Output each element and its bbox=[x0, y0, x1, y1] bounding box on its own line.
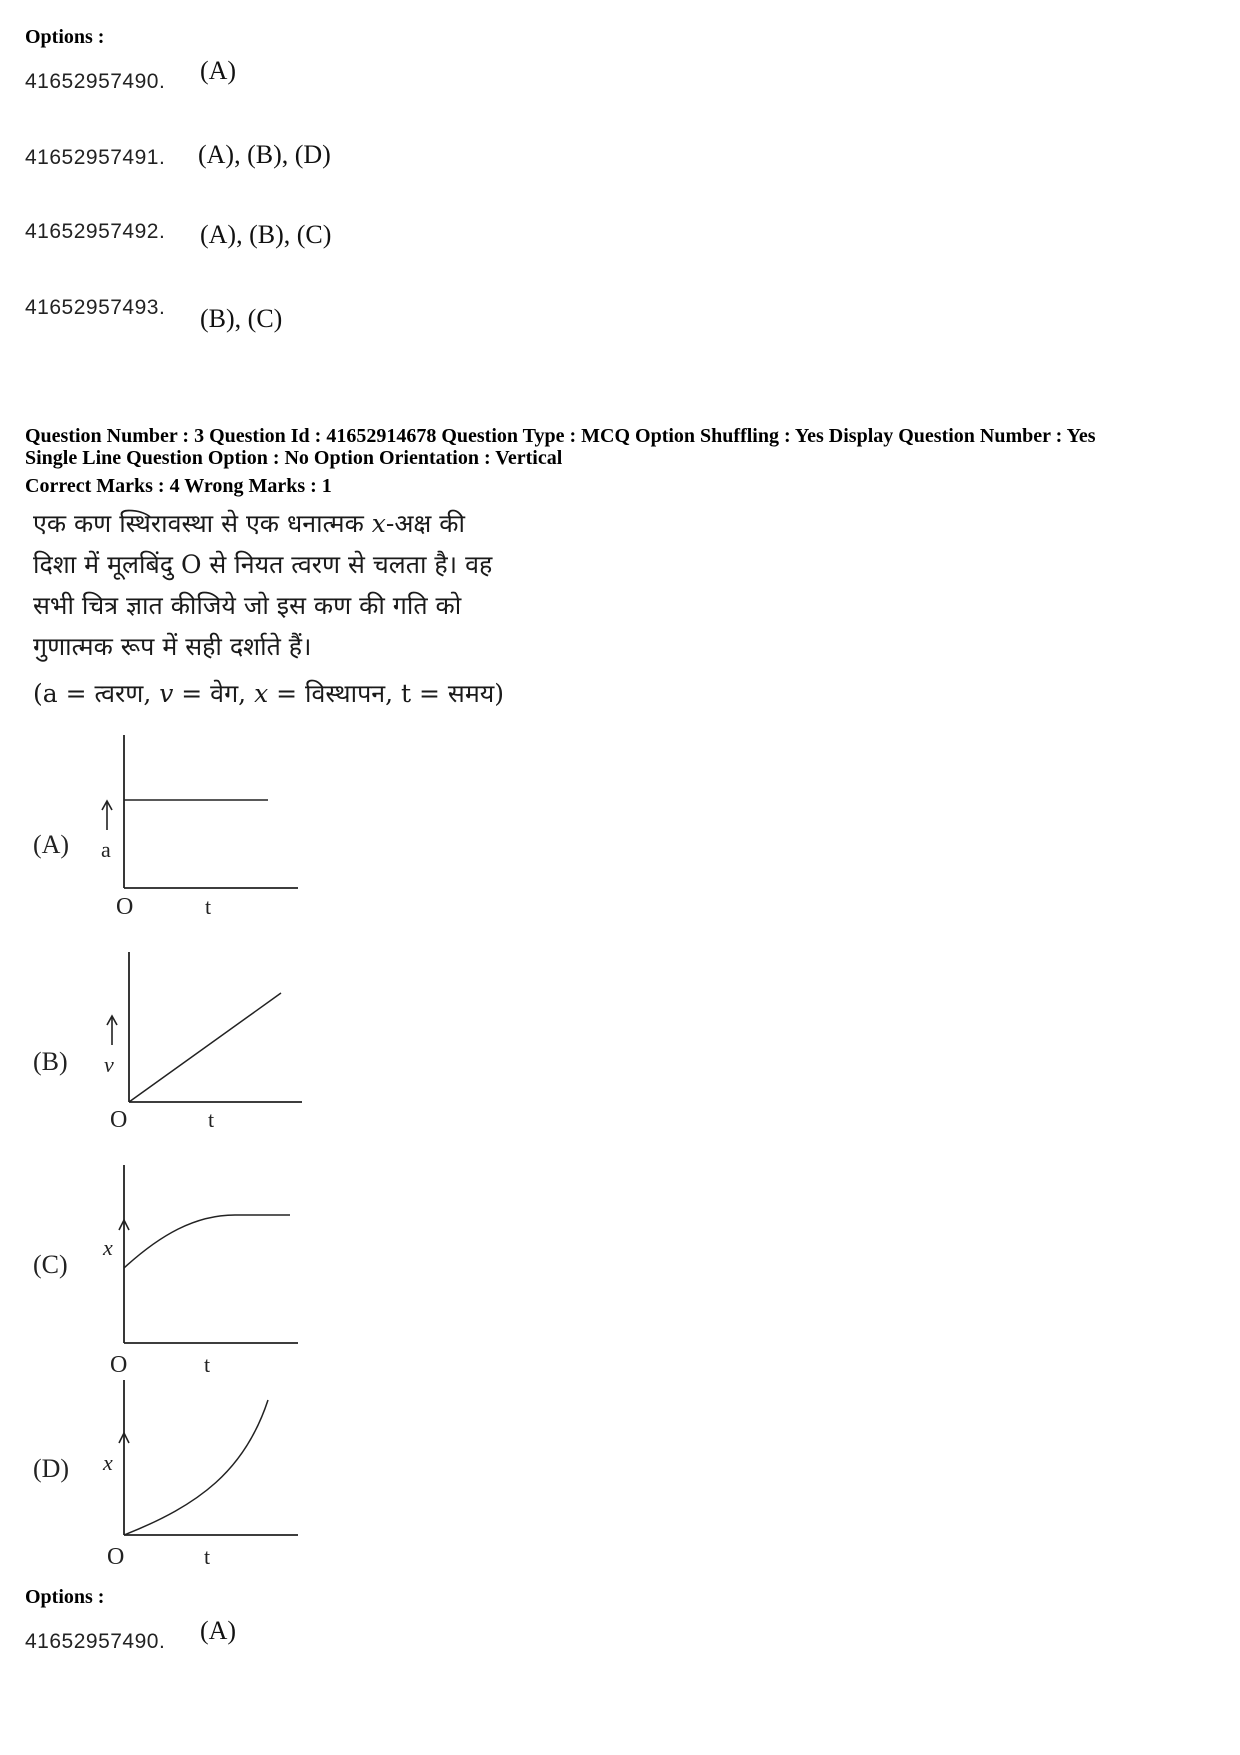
option-text: (A) bbox=[200, 56, 237, 85]
graph-d-label: (D) bbox=[33, 1454, 70, 1483]
options-header: Options : bbox=[25, 26, 105, 48]
question-text-line-3: सभी चित्र ज्ञात कीजिये जो इस कण की गति को bbox=[33, 591, 462, 620]
option-id: 41652957490. bbox=[25, 1630, 166, 1653]
graph-d-x-label: t bbox=[204, 1544, 211, 1569]
graph-b-label: (B) bbox=[33, 1047, 68, 1076]
graph-b-curve bbox=[129, 993, 281, 1102]
option-text: (A), (B), (C) bbox=[200, 220, 332, 249]
graph-c bbox=[90, 1160, 310, 1378]
option-id: 41652957492. bbox=[25, 220, 166, 243]
graph-a-x-label: t bbox=[205, 894, 212, 919]
graph-c-origin: O bbox=[110, 1352, 128, 1378]
graph-b-origin: O bbox=[110, 1107, 128, 1133]
graph-d bbox=[90, 1375, 310, 1575]
graph-a-origin: O bbox=[116, 894, 134, 920]
graph-d-curve bbox=[124, 1400, 268, 1535]
graph-b bbox=[90, 945, 310, 1145]
question-meta-line-1: Question Number : 3 Question Id : 41652914678 Question Type : MCQ Option Shuffling : Yes Display Question Number : Yes bbox=[25, 425, 1096, 447]
graph-a-y-label: a bbox=[101, 837, 111, 862]
graph-b-y-label: v bbox=[104, 1052, 114, 1077]
question-text-line-1: एक कण स्थिरावस्था से एक धनात्मक x-अक्ष की bbox=[33, 509, 465, 538]
graph-c-curve bbox=[124, 1215, 290, 1268]
graph-d-y-label: x bbox=[103, 1450, 113, 1475]
option-id: 41652957493. bbox=[25, 296, 166, 319]
option-id: 41652957490. bbox=[25, 70, 166, 93]
graph-a bbox=[90, 730, 310, 930]
question-meta-line-2: Single Line Question Option : No Option Orientation : Vertical bbox=[25, 447, 563, 469]
option-text: (A), (B), (D) bbox=[198, 140, 331, 169]
variable-legend: (a = त्वरण, v = वेग, x = विस्थापन, t = समय) bbox=[33, 679, 505, 708]
graph-c-y-label: x bbox=[103, 1235, 113, 1260]
graph-c-x-label: t bbox=[204, 1352, 211, 1377]
graph-b-x-label: t bbox=[208, 1107, 215, 1132]
x-axis-term: x bbox=[371, 509, 386, 538]
option-id: 41652957491. bbox=[25, 146, 166, 169]
option-text: (B), (C) bbox=[200, 304, 283, 333]
question-text-line-4: गुणात्मक रूप में सही दर्शाते हैं। bbox=[33, 632, 312, 661]
question-marks: Correct Marks : 4 Wrong Marks : 1 bbox=[25, 475, 332, 497]
graph-d-origin: O bbox=[107, 1544, 125, 1570]
graph-a-label: (A) bbox=[33, 830, 70, 859]
options-header: Options : bbox=[25, 1586, 105, 1608]
graph-c-label: (C) bbox=[33, 1250, 68, 1279]
question-text-line-2: दिशा में मूलबिंदु O से नियत त्वरण से चलता है। वह bbox=[33, 550, 493, 579]
option-text: (A) bbox=[200, 1616, 237, 1645]
